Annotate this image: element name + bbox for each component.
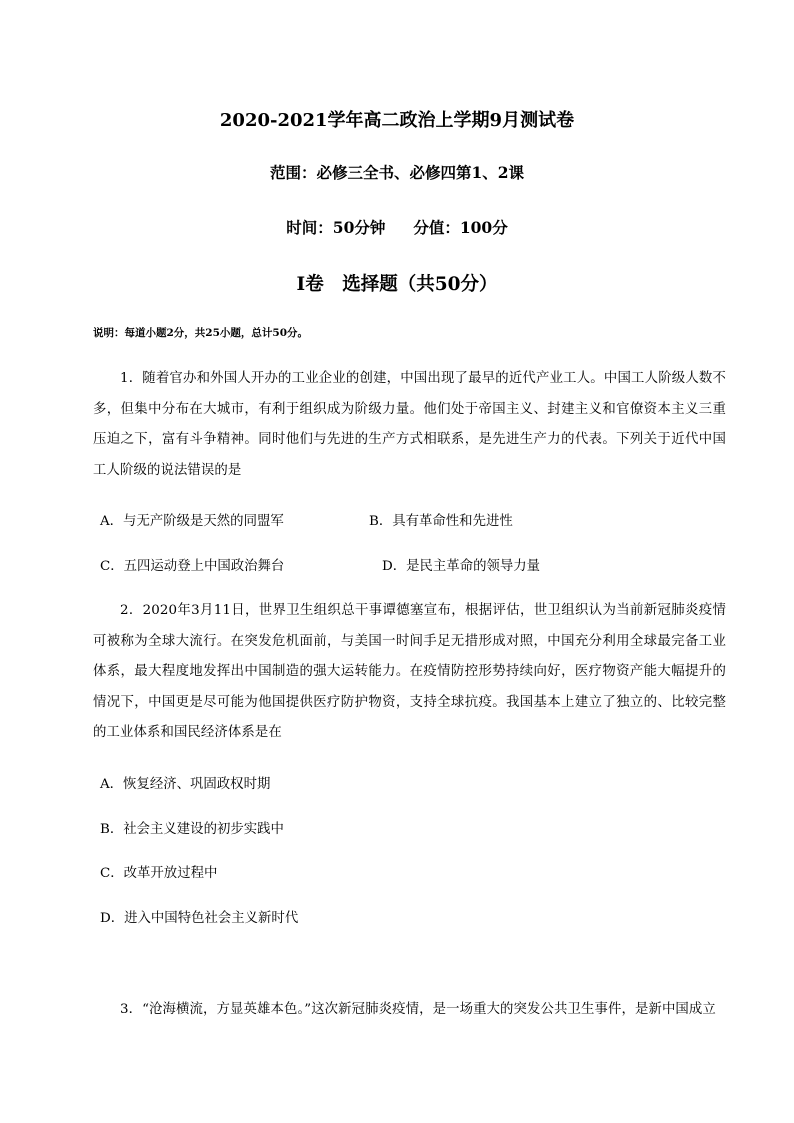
question-3-stem: 3．“沧海横流，方显英雄本色。”这次新冠肺炎疫情，是一场重大的突发公共卫生事件，是新中国成立 [120,1002,716,1017]
exam-time: 时间：50分钟 [286,218,386,237]
exam-scope: 范围：必修三全书、必修四第1、2课 [269,163,525,182]
question-1-option-d: D．是民主革命的领导力量 [382,559,541,574]
question-2-option-a: A．恢复经济、巩固政权时期 [100,777,271,792]
question-2-option-b: B．社会主义建设的初步实践中 [100,822,284,837]
exam-title: 2020-2021学年高二政治上学期9月测试卷 [219,110,575,131]
exam-score: 分值：100分 [413,218,508,237]
question-1-option-b: B．具有革命性和先进性 [369,514,513,529]
section-title: Ⅰ卷 选择题（共50分） [296,274,498,295]
section-note: 说明：每道小题2分，共25小题，总计50分。 [93,327,309,339]
question-1-stem: 1．随着官办和外国人开办的工业企业的创建，中国出现了最早的近代产业工人。中国工人阶级人数不多，但集中分布在大城市，有利于组织成为阶级力量。他们处于帝国主义、封建主义和官僚资本主义三重压迫之下，富有斗争精神。同时他们与先进的生产方式相联系，是先进生产力的代表。下列关于近代中国工人阶级的说法错误的是 [93,371,726,478]
question-2-stem: 2．2020年3月11日，世界卫生组织总干事谭德塞宣布，根据评估，世卫组织认为当前新冠肺炎疫情可被称为全球大流行。在突发危机面前，与美国一时间手足无措形成对照，中国充分利用全球最完备工业体系，最大程度地发挥出中国制造的强大运转能力。在疫情防控形势持续向好，医疗物资产能大幅提升的情况下，中国更是尽可能为他国提供医疗防护物资，支持全球抗疫。我国基本上建立了独立的、比较完整的工业体系和国民经济体系是在 [93,603,726,740]
question-2-option-c: C．改革开放过程中 [100,866,218,881]
exam-time-score [0,216,794,238]
question-1-option-a: A．与无产阶级是天然的同盟军 [100,514,284,529]
question-2-option-d: D．进入中国特色社会主义新时代 [100,911,299,926]
question-1-option-c: C．五四运动登上中国政治舞台 [100,559,285,574]
